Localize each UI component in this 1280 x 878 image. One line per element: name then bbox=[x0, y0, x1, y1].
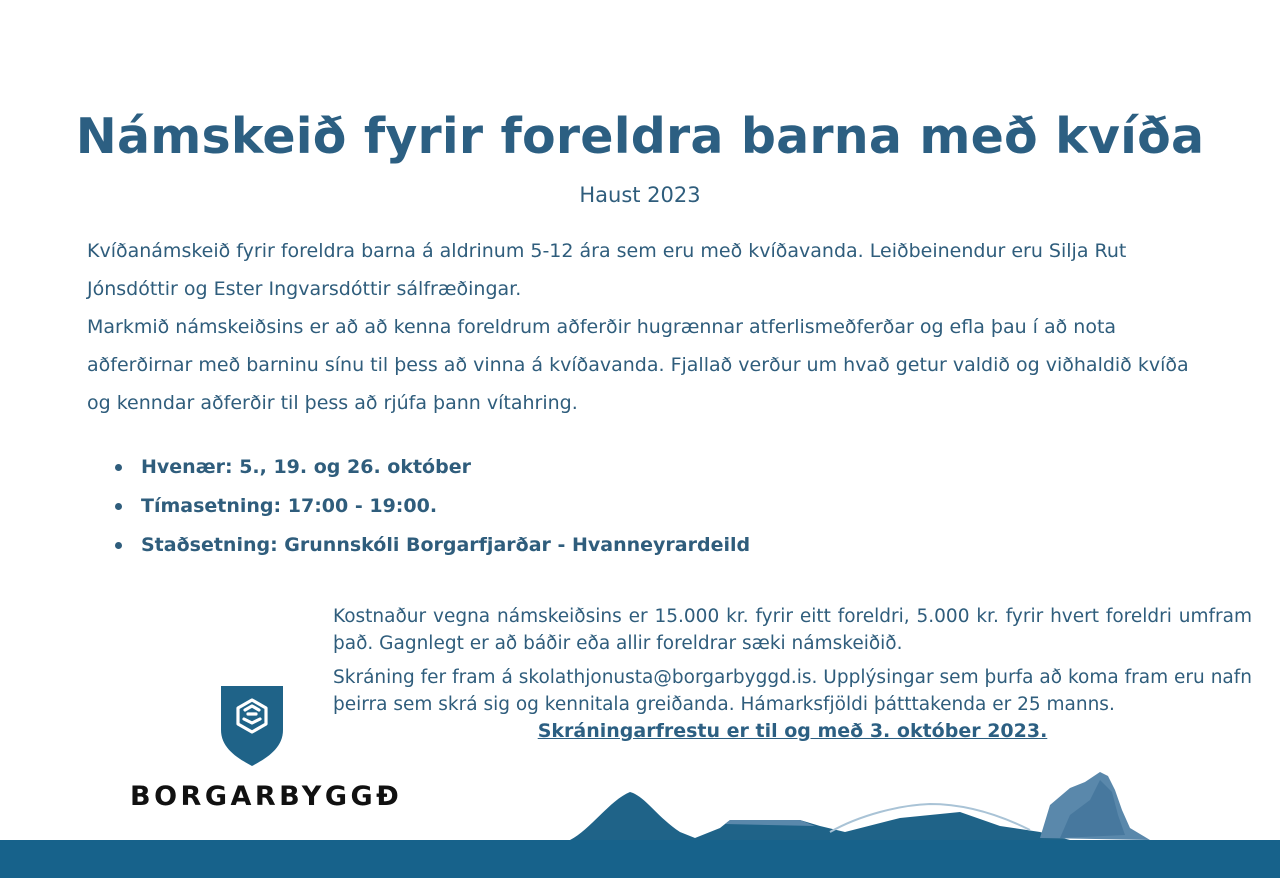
details-section bbox=[333, 603, 1252, 725]
bullet-icon bbox=[115, 503, 122, 510]
info-item-when bbox=[87, 449, 750, 488]
info-item-label: Tímasetning: 17:00 - 19:00. bbox=[141, 495, 438, 517]
cost-paragraph: Kostnaður vegna námskeiðsins er 15.000 kr. fyrir eitt foreldri, 5.000 kr. fyrir hvert foreldri umfram það. Gagnlegt er að báðir eða allir foreldrar sæki námskeiðið. bbox=[333, 606, 1252, 654]
intro-section bbox=[87, 232, 1217, 422]
info-item-label: Hvenær: 5., 19. og 26. október bbox=[141, 456, 471, 478]
bullet-icon bbox=[115, 542, 122, 549]
info-item-place bbox=[87, 527, 750, 566]
info-item-time bbox=[87, 488, 750, 527]
borgarbyggd-shield-icon bbox=[221, 686, 283, 766]
info-list bbox=[87, 449, 750, 566]
logo-wordmark: BORGARBYGGÐ bbox=[130, 781, 403, 812]
bullet-icon bbox=[115, 464, 122, 471]
intro-paragraph: Kvíðanámskeið fyrir foreldra barna á aldrinum 5-12 ára sem eru með kvíðavanda. Leiðbeinendur eru Silja Rut Jónsdóttir og Ester Ingvarsdóttir sálfræðingar. bbox=[87, 240, 1127, 300]
page-title: Námskeið fyrir foreldra barna með kvíða bbox=[75, 108, 1205, 165]
info-item-label: Staðsetning: Grunnskóli Borgarfjarðar - Hvanneyrardeild bbox=[141, 534, 751, 556]
mountain-landscape bbox=[0, 760, 1280, 878]
page-subtitle: Haust 2023 bbox=[579, 183, 701, 207]
registration-paragraph: Skráning fer fram á skolathjonusta@borgarbyggd.is. Upplýsingar sem þurfa að koma fram eru nafn þeirra sem skrá sig og kennitala greiðanda. Hámarksfjöldi þátttakenda er 25 manns. bbox=[333, 667, 1252, 715]
intro-paragraph: Markmið námskeiðsins er að að kenna foreldrum aðferðir hugrænnar atferlismeðferðar og efla þau í að nota aðferðirnar með barninu sínu til þess að vinna á kvíðavanda. Fjallað verður um hvað getur valdið og viðhaldið kvíða og kenndar aðferðir til þess að rjúfa þann vítahring. bbox=[87, 316, 1189, 414]
registration-deadline: Skráningarfrestu er til og með 3. október 2023. bbox=[537, 720, 1048, 742]
